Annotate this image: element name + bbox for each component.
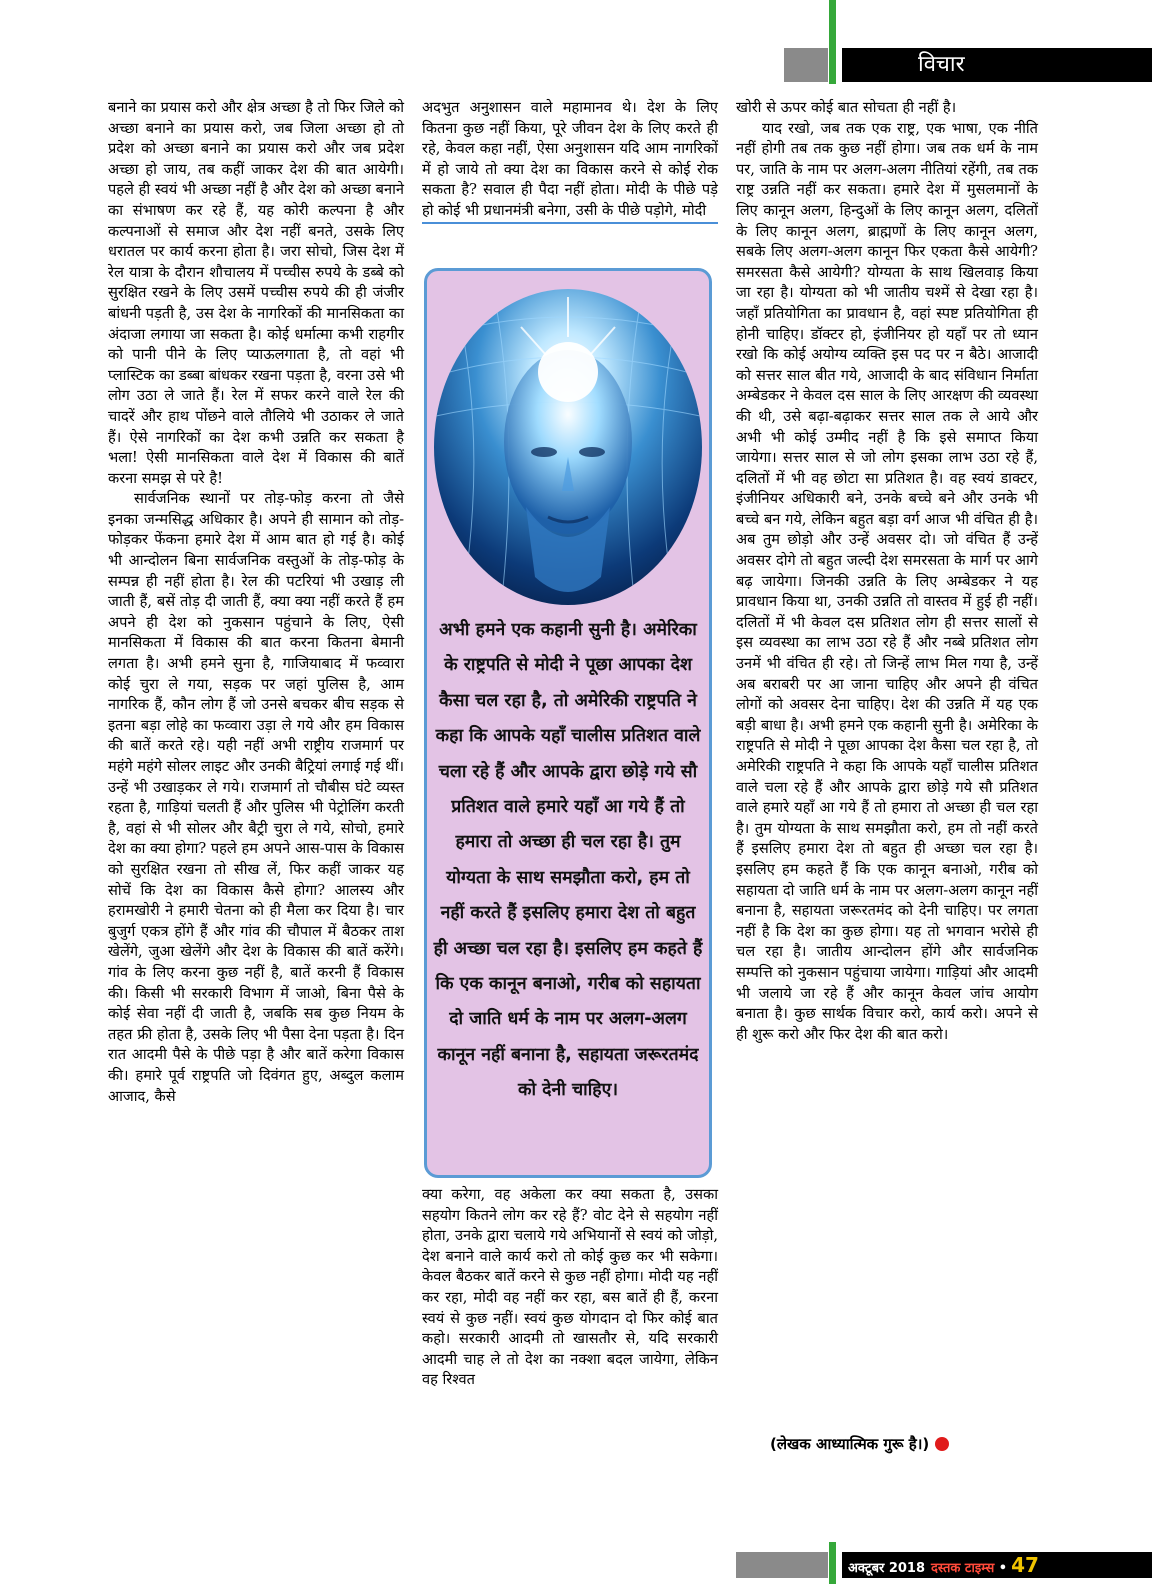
paragraph: खोरी से ऊपर कोई बात सोचता ही नहीं है। bbox=[736, 99, 957, 116]
pull-quote-text: अभी हमने एक कहानी सुनी है। अमेरिका के राष्ट्रपति से मोदी ने पूछा आपका देश कैसा चल रहा है, तो अमेरिकी राष्ट्रपति ने कहा कि आपके यहाँ चालीस प्रतिशत वाले चला रहे हैं और आपके द्वारा छोड़े गये सौ प्रतिशत वाले हमारे यहाँ आ गये हैं तो हमारा तो अच्छा ही चल रहा है। तुम योग्यता के साथ समझौता करो, हम तो नहीं करते हैं इसलिए हमारा देश तो बहुत ही अच्छा चल रहा है। इसलिए हम कहते हैं कि एक कानून बनाओ, गरीब को सहायता दो जाति धर्म के नाम पर अलग-अलग कानून नहीं बनाना है, सहायता जरूरतमंद को देनी चाहिए। bbox=[433, 620, 703, 1101]
footer-grey-block bbox=[736, 1552, 828, 1578]
article-column-3 bbox=[736, 98, 1038, 1443]
end-mark-icon bbox=[935, 1437, 949, 1451]
glowing-head-illustration bbox=[431, 277, 705, 607]
article-column-2-top bbox=[422, 98, 718, 268]
footer-green-bar bbox=[829, 1542, 836, 1584]
author-note bbox=[770, 1434, 949, 1454]
paragraph: सार्वजनिक स्थानों पर तोड़-फोड़ करना तो जैसे इनका जन्मसिद्ध अधिकार है। अपने ही सामान को तोड़-फोड़कर फेंकना हमारे देश में आम बात हो गई है। कोई भी आन्दोलन बिना सार्वजनिक वस्तुओं के तोड़-फोड़ के सम्पन्न ही नहीं होता है। रेल की पटरियां भी उखाड़ ली जाती हैं, बसें तोड़ दी जाती हैं, क्या क्या नहीं करते हैं हम अपने ही देश को नुकसान पहुंचाने के लिए, ऐसी मानसिकता में विकास की बात करना कितना बेमानी लगता है। अभी हमने सुना है, गाजियाबाद में फव्वारा कोई चुरा ले गया, सड़क पर जहां पुलिस है, आम नागरिक हैं, कौन लोग हैं जो उनसे बचकर बीच सड़क से इतना बड़ा लोहे का फव्वारा उड़ा ले गये और हम विकास की बातें करते रहे। यही नहीं अभी राष्ट्रीय राजमार्ग पर महंगे महंगे सोलर लाइट और उनकी बैट्रियां लगाई गई थीं। उन्हें भी उखाड़कर ले गये। राजमार्ग तो चौबीस घंटे व्यस्त रहता है, गाड़ियां चलती हैं और पुलिस भी पेट्रोलिंग करती है, वहां से भी सोलर और बैट्री चुरा ले गये, सोचो, हमारे देश का क्या होगा? पहले हम अपने आस-पास के विकास को सुरक्षित रखना तो सीख लें, फिर कहीं जाकर यह सोचें कि देश का विकास कैसे होगा? आलस्य और हरामखोरी ने हमारी चेतना को ही मैला कर दिया है। चार बुजुर्ग एकत्र होंगे हैं और गांव की चौपाल में बैठकर ताश खेलेंगे, जुआ खेलेंगे और देश के विकास की बातें करेंगे। गांव के लिए करना कुछ नहीं है, बातें करनी हैं विकास की। किसी भी सरकारी विभाग में जाओ, बिना पैसे के कोई सेवा नहीं दी जाती है, जबकि सब कुछ नियम के तहत फ्री होता है, उसके लिए भी पैसा देना पड़ता है। दिन रात आदमी पैसे के पीछे पड़ा है और बातें करेगा विकास की। हमारे पूर्व राष्ट्रपति जो दिवंगत हुए, अब्दुल कलाम आजाद, कैसे bbox=[108, 490, 404, 1105]
paragraph: याद रखो, जब तक एक राष्ट्र, एक भाषा, एक नीति नहीं होगी तब तक कुछ नहीं होगा। जब तक धर्म के नाम पर, जाति के नाम पर अलग-अलग नीतियां रहेंगी, तब तक राष्ट्र उन्नति नहीं कर सकता। हमारे देश में मुसलमानों के लिए कानून अलग, हिन्दुओं के लिए कानून अलग, दलितों के लिए कानून अलग, ब्राह्मणों के लिए कानून अलग, सबके लिए अलग-अलग कानून फिर एकता कैसे आयेगी? समरसता कैसे आयेगी? योग्यता के साथ खिलवाड़ किया जा रहा है। योग्यता को भी जातीय चश्में से देखा रहा है। जहाँ प्रतियोगिता का प्रावधान है, वहां स्पष्ट प्रतियोगिता ही होनी चाहिए। डॉक्टर हो, इंजीनियर हो यहाँ पर तो ध्यान रखो कि कोई अयोग्य व्यक्ति इस पद पर न बैठे। आजादी को सत्तर साल बीत गये, आजादी के बाद संविधान निर्माता अम्बेडकर ने केवल दस साल के लिए आरक्षण की व्यवस्था की थी, उसे बढ़ा-बढ़ाकर सत्तर साल तक ले आये और अभी भी कोई उम्मीद नहीं है कि इसे समाप्त किया जायेगा। सत्तर साल से जो लोग इसका लाभ उठा रहे हैं, दलितों में भी वह छोटा सा प्रतिशत है। वह स्वयं डाक्टर, इंजीनियर अधिकारी बने, उनके बच्चे बने और उनके भी बच्चे बन गये, लेकिन बहुत बड़ा वर्ग आज भी वंचित ही है। अब तुम छोड़ो और उन्हें अवसर दो। जो वंचित हैं उन्हें अवसर दोगे तो बहुत जल्दी देश समरसता के मार्ग पर आगे बढ़ जायेगा। जिनकी उन्नति के लिए अम्बेडकर ने यह प्रावधान किया था, उनकी उन्नति तो वास्तव में हुई ही नहीं। दलितों में भी केवल दस प्रतिशत लोग ही सत्तर सालों से इस व्यवस्था का लाभ उठा रहे हैं और नब्बे प्रतिशत लोग उनमें भी वंचित ही रहे। तो जिन्हें लाभ मिल गया है, उन्हें अब बराबरी पर आ जाना चाहिए और अपने ही वंचित लोगों को अवसर देना चाहिए। देश की उन्नति में यह एक बड़ी बाधा है। अभी हमने एक कहानी सुनी है। अमेरिका के राष्ट्रपति से मोदी ने पूछा आपका देश कैसा चल रहा है, तो अमेरिकी राष्ट्रपति ने कहा कि आपके यहाँ चालीस प्रतिशत वाले चला रहे हैं और आपके द्वारा छोड़े गये सौ प्रतिशत वाले हमारे यहाँ आ गये हैं तो हमारा तो अच्छा ही चल रहा है। तुम योग्यता के साथ समझौता करो, हम तो नहीं करते हैं इसलिए हमारा देश तो बहुत ही अच्छा चल रहा है। इसलिए हम कहते हैं कि एक कानून बनाओ, गरीब को सहायता दो जाति धर्म के नाम पर अलग-अलग कानून नहीं बनाना है, सहायता जरूरतमंद को देनी चाहिए। पर लगता नहीं है कि देश का कुछ होगा। यह तो भगवान भरोसे ही चल रहा है। जातीय आन्दोलन होंगे और सार्वजनिक सम्पत्ति को नुकसान पहुंचाया जायेगा। गाड़ियां और आदमी भी जलाये जा रहे हैं और कानून केवल जांच आयोग बनाता है। कुछ सार्थक विचार करो, कार्य करो। अपने से ही शुरू करो और फिर देश की बात करो। bbox=[736, 119, 1038, 1043]
author-note-text: (लेखक आध्यात्मिक गुरू है।) bbox=[770, 1435, 930, 1453]
footer-bar bbox=[842, 1552, 1152, 1578]
issue-date: अक्टूबर 2018 bbox=[848, 1561, 926, 1576]
page-number: 47 bbox=[1011, 1553, 1039, 1577]
magazine-name: दस्तक टाइम्स bbox=[931, 1561, 995, 1576]
header-grey-block bbox=[784, 48, 828, 82]
section-label bbox=[842, 48, 1152, 82]
footer-bullet: • bbox=[998, 1561, 1008, 1576]
paragraph: बनाने का प्रयास करो और क्षेत्र अच्छा है तो फिर जिले को अच्छा बनाने का प्रयास करो, जब जिला अच्छा हो तो प्रदेश को अच्छा बनाने का प्रयास करो और जब प्रदेश अच्छा हो जाय, तब कहीं जाकर देश की बात आयेगी। पहले ही स्वयं भी अच्छा नहीं है और देश को अच्छा बनाने का संभाषण कर रहे हैं, यह कोरी कल्पना है और कल्पनाओं से समाज और देश नहीं बनते, उसके लिए धरातल पर कार्य करना होता है। जरा सोचो, जिस देश में रेल यात्रा के दौरान शौचालय में पच्चीस रुपये के डब्बे को सुरक्षित रखने के लिए उसमें पच्चीस रुपये की ही जंजीर बांधनी पड़ती है, उस देश के नागरिकों की मानसिकता का अंदाजा लगाया जा सकता है। कोई धर्मात्मा कभी राहगीर को पानी पीने के लिए प्याऊलगाता है, तो वहां भी प्लास्टिक का डब्बा बांधकर रखना पड़ता है, वरना उसे भी लोग उठा ले जाते हैं। रेल में सफर करने वाले रेल की चादरें और हाथ पोंछने वाले तौलिये भी उठाकर ले जाते हैं। ऐसे नागरिकों का देश कभी उन्नति कर सकता है भला! ऐसी मानसिकता वाले देश में विकास की बातें करना समझ से परे है! bbox=[108, 99, 404, 487]
paragraph: क्या करेगा, वह अकेला कर क्या सकता है, उसका सहयोग कितने लोग कर रहे हैं? वोट देने से सहयोग नहीं होता, उनके द्वारा चलाये गये अभियानों से स्वयं को जोड़ो, देश बनाने वाले कार्य करो तो कोई कुछ कर भी सकेगा। केवल बैठकर बातें करने से कुछ नहीं होगा। मोदी यह नहीं कर रहा, मोदी वह नहीं कर रहा, बस बातें ही हैं, करना स्वयं से कुछ नहीं। स्वयं कुछ योगदान दो फिर कोई बात कहो। सरकारी आदमी तो खासतौर से, यदि सरकारी आदमी चाह ले तो देश का नक्शा बदल जायेगा, लेकिन वह रिश्वत bbox=[422, 1186, 718, 1389]
pull-quote-box bbox=[424, 268, 712, 1178]
paragraph: अदभुत अनुशासन वाले महामानव थे। देश के लिए कितना कुछ नहीं किया, पूरे जीवन देश के लिए करते ही रहे, केवल कहा नहीं, ऐसा अनुशासन यदि आम नागरिकों में हो जाये तो क्या देश का विकास करने से कोई रोक सकता है? सवाल ही पैदा नहीं होता। मोदी के पीछे पड़े हो कोई भी प्रधानमंत्री बनेगा, उसी के पीछे पड़ोगे, मोदी bbox=[422, 98, 718, 224]
section-title: विचार bbox=[918, 52, 965, 77]
article-column-2-bottom bbox=[422, 1185, 718, 1450]
article-column-1 bbox=[108, 98, 404, 1438]
header-green-bar bbox=[829, 0, 836, 84]
